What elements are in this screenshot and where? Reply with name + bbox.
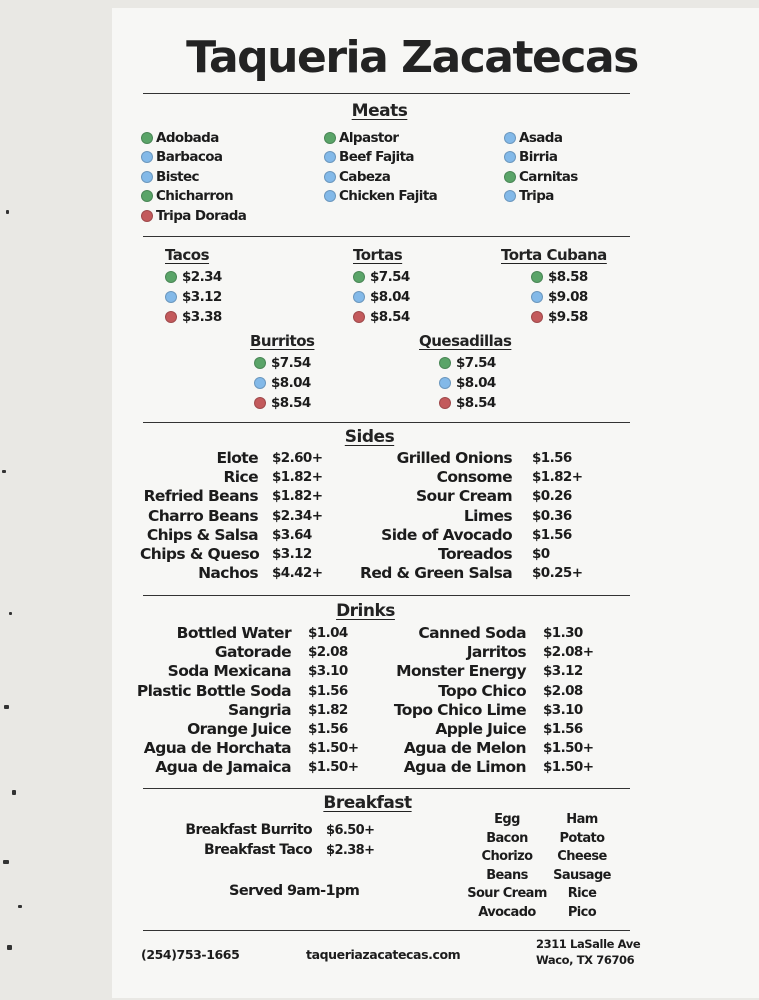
item-name: Soda Mexicana bbox=[167, 662, 291, 681]
price-value: $3.38 bbox=[182, 309, 222, 325]
item-price: $3.10 bbox=[543, 701, 583, 718]
item-price: $1.56 bbox=[532, 526, 572, 543]
website-link[interactable]: taqueriazacatecas.com bbox=[306, 947, 461, 962]
item-price: $1.56 bbox=[532, 450, 572, 466]
meats-column-2 bbox=[324, 128, 437, 206]
green-dot-icon bbox=[531, 271, 543, 283]
paper-speck bbox=[4, 705, 9, 709]
price-row bbox=[165, 267, 222, 287]
ingredient: Potato bbox=[559, 830, 605, 846]
price-row bbox=[439, 393, 511, 413]
item-price: $1.04 bbox=[308, 625, 348, 641]
red-dot-icon bbox=[254, 397, 266, 409]
price-row bbox=[165, 287, 222, 307]
item-name: Topo Chico Lime bbox=[393, 700, 526, 719]
breakfast-heading: Breakfast bbox=[323, 793, 412, 813]
menu-row bbox=[390, 739, 595, 758]
red-dot-icon bbox=[141, 210, 153, 222]
breakfast-row bbox=[160, 821, 374, 841]
red-dot-icon bbox=[439, 397, 451, 409]
item-price: $4.42+ bbox=[272, 565, 323, 582]
breakfast-served-hours: Served 9am-1pm bbox=[229, 883, 360, 899]
price-row bbox=[531, 267, 607, 287]
price-value: $8.04 bbox=[370, 289, 410, 305]
sides-heading: Sides bbox=[344, 427, 395, 447]
price-row bbox=[254, 373, 314, 393]
item-name: Bottled Water bbox=[176, 624, 291, 642]
item-price: $1.50+ bbox=[308, 759, 359, 776]
menu-row bbox=[390, 758, 595, 777]
price-row bbox=[439, 353, 511, 373]
item-name: Burritos bbox=[250, 332, 315, 350]
menu-row bbox=[390, 643, 595, 662]
item-name: Agua de Limon bbox=[403, 758, 526, 777]
menu-row bbox=[130, 739, 358, 758]
meat-item bbox=[504, 187, 578, 207]
menu-row bbox=[140, 564, 334, 583]
item-torta-cubana bbox=[501, 246, 607, 327]
phone-number: (254)753-1665 bbox=[141, 947, 240, 962]
footer-divider bbox=[143, 930, 630, 931]
item-price: $1.82+ bbox=[272, 469, 323, 486]
item-name: Apple Juice bbox=[435, 719, 526, 738]
price-row bbox=[531, 287, 607, 307]
menu-row bbox=[140, 526, 334, 545]
item-name: Jarritos bbox=[466, 643, 526, 662]
item-price: $1.56 bbox=[308, 682, 348, 699]
item-price: $1.56 bbox=[543, 720, 583, 737]
sides-right-list bbox=[360, 449, 592, 583]
drinks-right-list bbox=[390, 624, 595, 778]
green-dot-icon bbox=[141, 132, 153, 144]
meat-name: Cabeza bbox=[339, 168, 391, 185]
meat-item bbox=[324, 187, 437, 207]
item-name: Canned Soda bbox=[418, 624, 526, 642]
meat-name: Carnitas bbox=[519, 168, 578, 185]
item-price: $0.26 bbox=[532, 488, 572, 505]
blue-dot-icon bbox=[324, 151, 336, 163]
ingredient-row bbox=[462, 811, 612, 830]
meat-name: Chicharron bbox=[156, 188, 234, 205]
item-price: $0 bbox=[532, 545, 550, 562]
red-dot-icon bbox=[353, 311, 365, 323]
menu-row bbox=[360, 545, 592, 564]
meat-item bbox=[141, 206, 246, 226]
menu-row bbox=[140, 507, 334, 526]
blue-dot-icon bbox=[439, 377, 451, 389]
meat-name: Alpastor bbox=[339, 129, 399, 146]
item-name: Grilled Onions bbox=[396, 449, 512, 467]
item-price: $1.56 bbox=[308, 720, 348, 737]
green-dot-icon bbox=[165, 271, 177, 283]
item-quesadillas bbox=[419, 332, 511, 413]
item-name: Agua de Jamaica bbox=[155, 758, 291, 777]
item-tortas bbox=[353, 246, 410, 327]
item-name: Side of Avocado bbox=[381, 525, 512, 544]
item-tacos bbox=[165, 246, 222, 327]
item-name: Agua de Melon bbox=[403, 739, 526, 758]
item-price: $2.08+ bbox=[543, 644, 594, 661]
restaurant-title: Taqueria Zacatecas bbox=[186, 32, 638, 83]
menu-row bbox=[360, 468, 592, 487]
blue-dot-icon bbox=[531, 291, 543, 303]
meat-name: Beef Fajita bbox=[339, 149, 414, 166]
sides-divider bbox=[143, 595, 630, 596]
blue-dot-icon bbox=[353, 291, 365, 303]
price-row bbox=[531, 307, 607, 327]
item-price: $1.82 bbox=[308, 701, 348, 718]
meat-item bbox=[324, 128, 437, 148]
meat-name: Birria bbox=[519, 149, 558, 166]
menu-row bbox=[390, 682, 595, 701]
item-name: Tortas bbox=[353, 246, 403, 264]
item-price: $2.60+ bbox=[272, 450, 323, 466]
menu-row bbox=[140, 449, 334, 468]
price-value: $8.04 bbox=[456, 375, 496, 391]
item-name: Chips & Salsa bbox=[146, 525, 258, 544]
meat-name: Tripa bbox=[519, 188, 554, 205]
price-row bbox=[254, 353, 314, 373]
menu-row bbox=[140, 545, 334, 564]
item-name: Elote bbox=[216, 449, 258, 467]
green-dot-icon bbox=[324, 132, 336, 144]
item-price: $1.82+ bbox=[532, 469, 583, 486]
blue-dot-icon bbox=[504, 132, 516, 144]
blue-dot-icon bbox=[324, 190, 336, 202]
breakfast-items-list bbox=[160, 821, 374, 860]
meats-divider bbox=[143, 236, 630, 237]
blue-dot-icon bbox=[141, 171, 153, 183]
meat-name: Barbacoa bbox=[156, 149, 223, 166]
ingredient: Cheese bbox=[557, 849, 607, 864]
item-price: $3.12 bbox=[543, 663, 583, 680]
item-price: $3.12 bbox=[272, 545, 312, 562]
price-value: $7.54 bbox=[456, 355, 496, 371]
green-dot-icon bbox=[504, 171, 516, 183]
menu-row bbox=[130, 624, 358, 643]
price-value: $8.58 bbox=[548, 269, 588, 285]
menu-row bbox=[360, 507, 592, 526]
drinks-heading: Drinks bbox=[336, 601, 395, 621]
item-burritos bbox=[250, 332, 314, 413]
blue-dot-icon bbox=[165, 291, 177, 303]
menu-row bbox=[130, 643, 358, 662]
item-price: $1.50+ bbox=[543, 759, 594, 776]
paper-speck bbox=[3, 860, 9, 864]
green-dot-icon bbox=[439, 357, 451, 369]
address-line-1: 2311 LaSalle Ave bbox=[536, 937, 641, 951]
item-name: Sour Cream bbox=[415, 487, 512, 506]
menu-row bbox=[390, 701, 595, 720]
item-name: Monster Energy bbox=[396, 662, 526, 681]
item-name: Red & Green Salsa bbox=[360, 564, 513, 583]
menu-row bbox=[140, 487, 334, 506]
item-name: Sangria bbox=[228, 700, 291, 719]
item-name: Breakfast Burrito bbox=[185, 822, 312, 838]
menu-row bbox=[130, 701, 358, 720]
meat-item bbox=[504, 167, 578, 187]
ingredient: Avocado bbox=[478, 904, 536, 920]
item-price: $2.38+ bbox=[326, 842, 375, 858]
ingredient: Beans bbox=[486, 867, 528, 883]
menu-row bbox=[130, 682, 358, 701]
price-value: $9.58 bbox=[548, 309, 588, 325]
item-price: $1.50+ bbox=[543, 740, 594, 757]
item-name: Consome bbox=[436, 468, 512, 487]
item-name: Chips & Queso bbox=[140, 544, 260, 563]
menu-row bbox=[360, 449, 592, 468]
item-price: $3.64 bbox=[272, 526, 312, 543]
item-name: Rice bbox=[223, 468, 258, 487]
red-dot-icon bbox=[165, 311, 177, 323]
price-value: $8.04 bbox=[271, 375, 311, 391]
item-name: Orange Juice bbox=[187, 719, 291, 738]
item-name: Tacos bbox=[165, 246, 210, 264]
price-value: $7.54 bbox=[271, 355, 311, 371]
meat-item bbox=[504, 128, 578, 148]
item-name: Topo Chico bbox=[438, 681, 526, 700]
item-price: $1.82+ bbox=[272, 488, 323, 505]
ingredient: Sour Cream bbox=[467, 886, 547, 901]
drinks-divider bbox=[143, 788, 630, 789]
meats-column-1 bbox=[141, 128, 246, 226]
item-price: $3.10 bbox=[308, 663, 348, 680]
menu-row bbox=[390, 662, 595, 681]
menu-row bbox=[360, 526, 592, 545]
meat-item bbox=[324, 167, 437, 187]
meat-item bbox=[141, 148, 246, 168]
item-name: Quesadillas bbox=[419, 332, 512, 350]
meat-item bbox=[141, 187, 246, 207]
price-value: $9.08 bbox=[548, 289, 588, 305]
item-name: Agua de Horchata bbox=[143, 739, 291, 758]
menu-row bbox=[130, 758, 358, 777]
meat-name: Adobada bbox=[156, 129, 219, 146]
item-name: Charro Beans bbox=[147, 506, 258, 525]
address-line-2: Waco, TX 76706 bbox=[536, 953, 635, 967]
ingredient-row bbox=[462, 848, 612, 867]
ingredient: Ham bbox=[566, 812, 598, 827]
meats-heading: Meats bbox=[351, 101, 408, 121]
ingredient: Egg bbox=[494, 812, 520, 827]
green-dot-icon bbox=[254, 357, 266, 369]
blue-dot-icon bbox=[324, 171, 336, 183]
item-name: Limes bbox=[463, 506, 512, 525]
meat-item bbox=[141, 167, 246, 187]
item-name: Nachos bbox=[198, 564, 258, 583]
item-name: Torta Cubana bbox=[501, 246, 607, 264]
menu-row bbox=[140, 468, 334, 487]
price-row bbox=[353, 267, 410, 287]
blue-dot-icon bbox=[504, 190, 516, 202]
ingredient: Sausage bbox=[553, 867, 611, 883]
blue-dot-icon bbox=[254, 377, 266, 389]
item-name: Toreados bbox=[438, 544, 512, 563]
menu-row bbox=[130, 720, 358, 739]
item-price: $0.25+ bbox=[532, 565, 583, 582]
ingredient: Chorizo bbox=[481, 849, 533, 864]
green-dot-icon bbox=[353, 271, 365, 283]
menu-row bbox=[390, 624, 595, 643]
item-price: $6.50+ bbox=[326, 823, 375, 838]
paper-speck bbox=[18, 905, 22, 908]
price-row bbox=[254, 393, 314, 413]
item-price: $1.30 bbox=[543, 625, 583, 641]
drinks-left-list bbox=[130, 624, 358, 778]
red-dot-icon bbox=[531, 311, 543, 323]
price-row bbox=[165, 307, 222, 327]
paper-speck bbox=[7, 945, 12, 950]
paper-speck bbox=[2, 470, 6, 473]
item-price: $2.08 bbox=[543, 682, 583, 699]
price-row bbox=[353, 307, 410, 327]
ingredient: Rice bbox=[567, 886, 597, 901]
meat-name: Chicken Fajita bbox=[339, 188, 438, 205]
ingredient: Pico bbox=[567, 904, 597, 920]
price-row bbox=[439, 373, 511, 393]
price-value: $8.54 bbox=[370, 309, 410, 325]
ingredient-row bbox=[462, 904, 612, 923]
blue-dot-icon bbox=[141, 151, 153, 163]
price-row bbox=[353, 287, 410, 307]
item-price: $0.36 bbox=[532, 507, 572, 524]
meat-name: Asada bbox=[519, 129, 563, 146]
blue-dot-icon bbox=[504, 151, 516, 163]
items-divider bbox=[143, 422, 630, 423]
item-name: Gatorade bbox=[214, 643, 291, 662]
item-name: Breakfast Taco bbox=[204, 841, 312, 858]
item-name: Refried Beans bbox=[143, 487, 258, 506]
menu-row bbox=[130, 662, 358, 681]
title-divider bbox=[143, 93, 630, 94]
price-value: $3.12 bbox=[182, 289, 222, 305]
meat-item bbox=[324, 148, 437, 168]
item-price: $2.34+ bbox=[272, 507, 323, 524]
price-value: $2.34 bbox=[182, 269, 222, 285]
item-price: $1.50+ bbox=[308, 740, 359, 757]
meat-name: Tripa Dorada bbox=[156, 207, 247, 224]
menu-row bbox=[390, 720, 595, 739]
paper-speck bbox=[6, 210, 9, 214]
sides-left-list bbox=[140, 449, 334, 583]
menu-row bbox=[360, 564, 592, 583]
ingredient-row bbox=[462, 867, 612, 886]
price-value: $8.54 bbox=[271, 395, 311, 411]
breakfast-ingredients bbox=[462, 811, 612, 922]
ingredient-row bbox=[462, 885, 612, 904]
item-price: $2.08 bbox=[308, 644, 348, 661]
meat-item bbox=[504, 148, 578, 168]
item-name: Plastic Bottle Soda bbox=[136, 681, 291, 700]
price-value: $7.54 bbox=[370, 269, 410, 285]
meat-item bbox=[141, 128, 246, 148]
menu-row bbox=[360, 487, 592, 506]
green-dot-icon bbox=[141, 190, 153, 202]
breakfast-row bbox=[160, 841, 374, 861]
price-value: $8.54 bbox=[456, 395, 496, 411]
meats-column-3 bbox=[504, 128, 578, 206]
ingredient: Bacon bbox=[486, 830, 528, 846]
meat-name: Bistec bbox=[156, 168, 199, 185]
ingredient-row bbox=[462, 830, 612, 849]
